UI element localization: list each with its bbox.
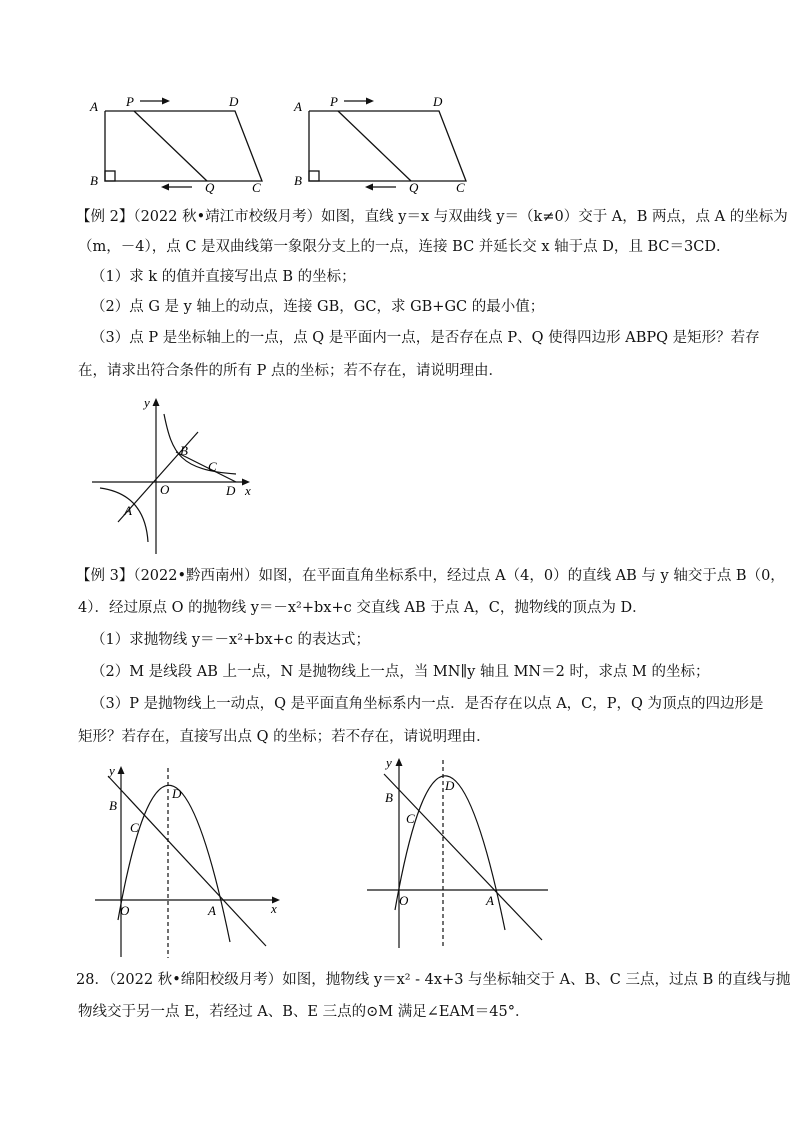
example3-line1: 【例 3】（2022•黔西南州）如图，在平面直角坐标系中，经过点 A（4，0）的直线 AB 与 y 轴交于点 B（0， <box>76 568 785 584</box>
example2-q3a: （3）点 P 是坐标轴上的一点，点 Q 是平面内一点，是否存在点 P、Q 使得四边形 ABPQ 是矩形？若存 <box>91 330 760 346</box>
label-b: B <box>294 173 302 188</box>
label-p: P <box>126 94 134 109</box>
problem28-line2: 物线交于另一点 E，若经过 A、B、E 三点的⊙M 满足∠EAM＝45°． <box>78 1004 530 1020</box>
arrow-left-icon <box>161 184 169 191</box>
figure-trapezoid-left <box>85 92 285 202</box>
example2-q1: （1）求 k 的值并直接写出点 B 的坐标； <box>91 269 356 285</box>
segment-pq <box>338 111 411 181</box>
y-axis-arrow-icon <box>153 398 160 406</box>
label-q: Q <box>409 180 419 195</box>
y-axis-arrow-icon <box>118 766 125 774</box>
label-a: A <box>124 503 132 518</box>
label-y: y <box>109 763 115 778</box>
example3-q1: （1）求抛物线 y＝－x²+bx+c 的表达式； <box>91 632 371 648</box>
right-angle-mark <box>309 171 319 181</box>
label-o: O <box>399 893 409 908</box>
arrow-right-icon <box>162 98 170 105</box>
label-d: D <box>226 483 236 498</box>
parabola <box>118 785 230 942</box>
label-a: A <box>90 99 98 114</box>
example2-line1: 【例 2】（2022 秋•靖江市校级月考）如图，直线 y＝x 与双曲线 y＝（k≠0）交于 A，B 两点，点 A 的坐标为 <box>76 209 788 225</box>
label-b: B <box>109 798 117 813</box>
label-a: A <box>486 893 494 908</box>
example2-q3b: 在，请求出符合条件的所有 P 点的坐标；若不存在，请说明理由． <box>78 363 503 379</box>
label-d: D <box>433 94 443 109</box>
trapezoid-outline <box>105 111 262 181</box>
label-p: P <box>330 94 338 109</box>
label-c: C <box>406 811 415 826</box>
example3-line2: 4）．经过原点 O 的抛物线 y＝－x²+bx+c 交直线 AB 于点 A，C，抛物线的顶点为 D． <box>78 600 647 616</box>
label-o: O <box>160 482 170 497</box>
label-a: A <box>208 903 216 918</box>
figure-hyperbola <box>88 392 268 557</box>
label-o: O <box>120 903 130 918</box>
trapezoid-outline <box>309 111 466 181</box>
label-c: C <box>130 820 139 835</box>
example3-q3b: 矩形？若存在，直接写出点 Q 的坐标；若不存在，请说明理由． <box>78 729 491 745</box>
line-ab <box>108 776 266 946</box>
label-b: B <box>385 790 393 805</box>
example2-q2: （2）点 G 是 y 轴上的动点，连接 GB，GC，求 GB+GC 的最小值； <box>91 299 545 315</box>
label-y: y <box>144 395 150 410</box>
segment-pq <box>134 111 207 181</box>
label-c: C <box>456 180 465 195</box>
label-d: D <box>172 786 182 801</box>
label-b: B <box>180 443 188 458</box>
right-angle-mark <box>105 171 115 181</box>
problem28-line1: 28．（2022 秋•绵阳校级月考）如图，抛物线 y＝x² - 4x+3 与坐标轴交于 A、B、C 三点，过点 B 的直线与抛 <box>76 972 791 988</box>
figure-parabola-right <box>362 752 562 952</box>
arrow-left-icon <box>365 184 373 191</box>
figure-trapezoid-right <box>289 92 489 202</box>
label-c: C <box>252 180 261 195</box>
figure-parabola-left <box>90 760 290 960</box>
label-q: Q <box>205 180 215 195</box>
arrow-right-icon <box>366 98 374 105</box>
label-d: D <box>229 94 239 109</box>
y-axis-arrow-icon <box>396 758 403 766</box>
hyperbola-branch-1 <box>164 414 236 474</box>
label-x: x <box>245 483 251 498</box>
label-y: y <box>386 755 392 770</box>
example3-q3a: （3）P 是抛物线上一动点，Q 是平面直角坐标系内一点．是否存在以点 A，C，P，Q 为顶点的四边形是 <box>91 696 764 712</box>
label-a: A <box>294 99 302 114</box>
label-c: C <box>208 459 217 474</box>
line-ab <box>384 774 542 940</box>
label-b: B <box>90 173 98 188</box>
example2-line2: （m，－4），点 C 是双曲线第一象限分支上的一点，连接 BC 并延长交 x 轴于点 D，且 BC＝3CD． <box>78 239 731 255</box>
label-x: x <box>271 901 277 916</box>
example3-q2: （2）M 是线段 AB 上一点，N 是抛物线上一点，当 MN∥y 轴且 MN＝2 时，求点 M 的坐标； <box>91 664 710 680</box>
label-d: D <box>445 778 455 793</box>
